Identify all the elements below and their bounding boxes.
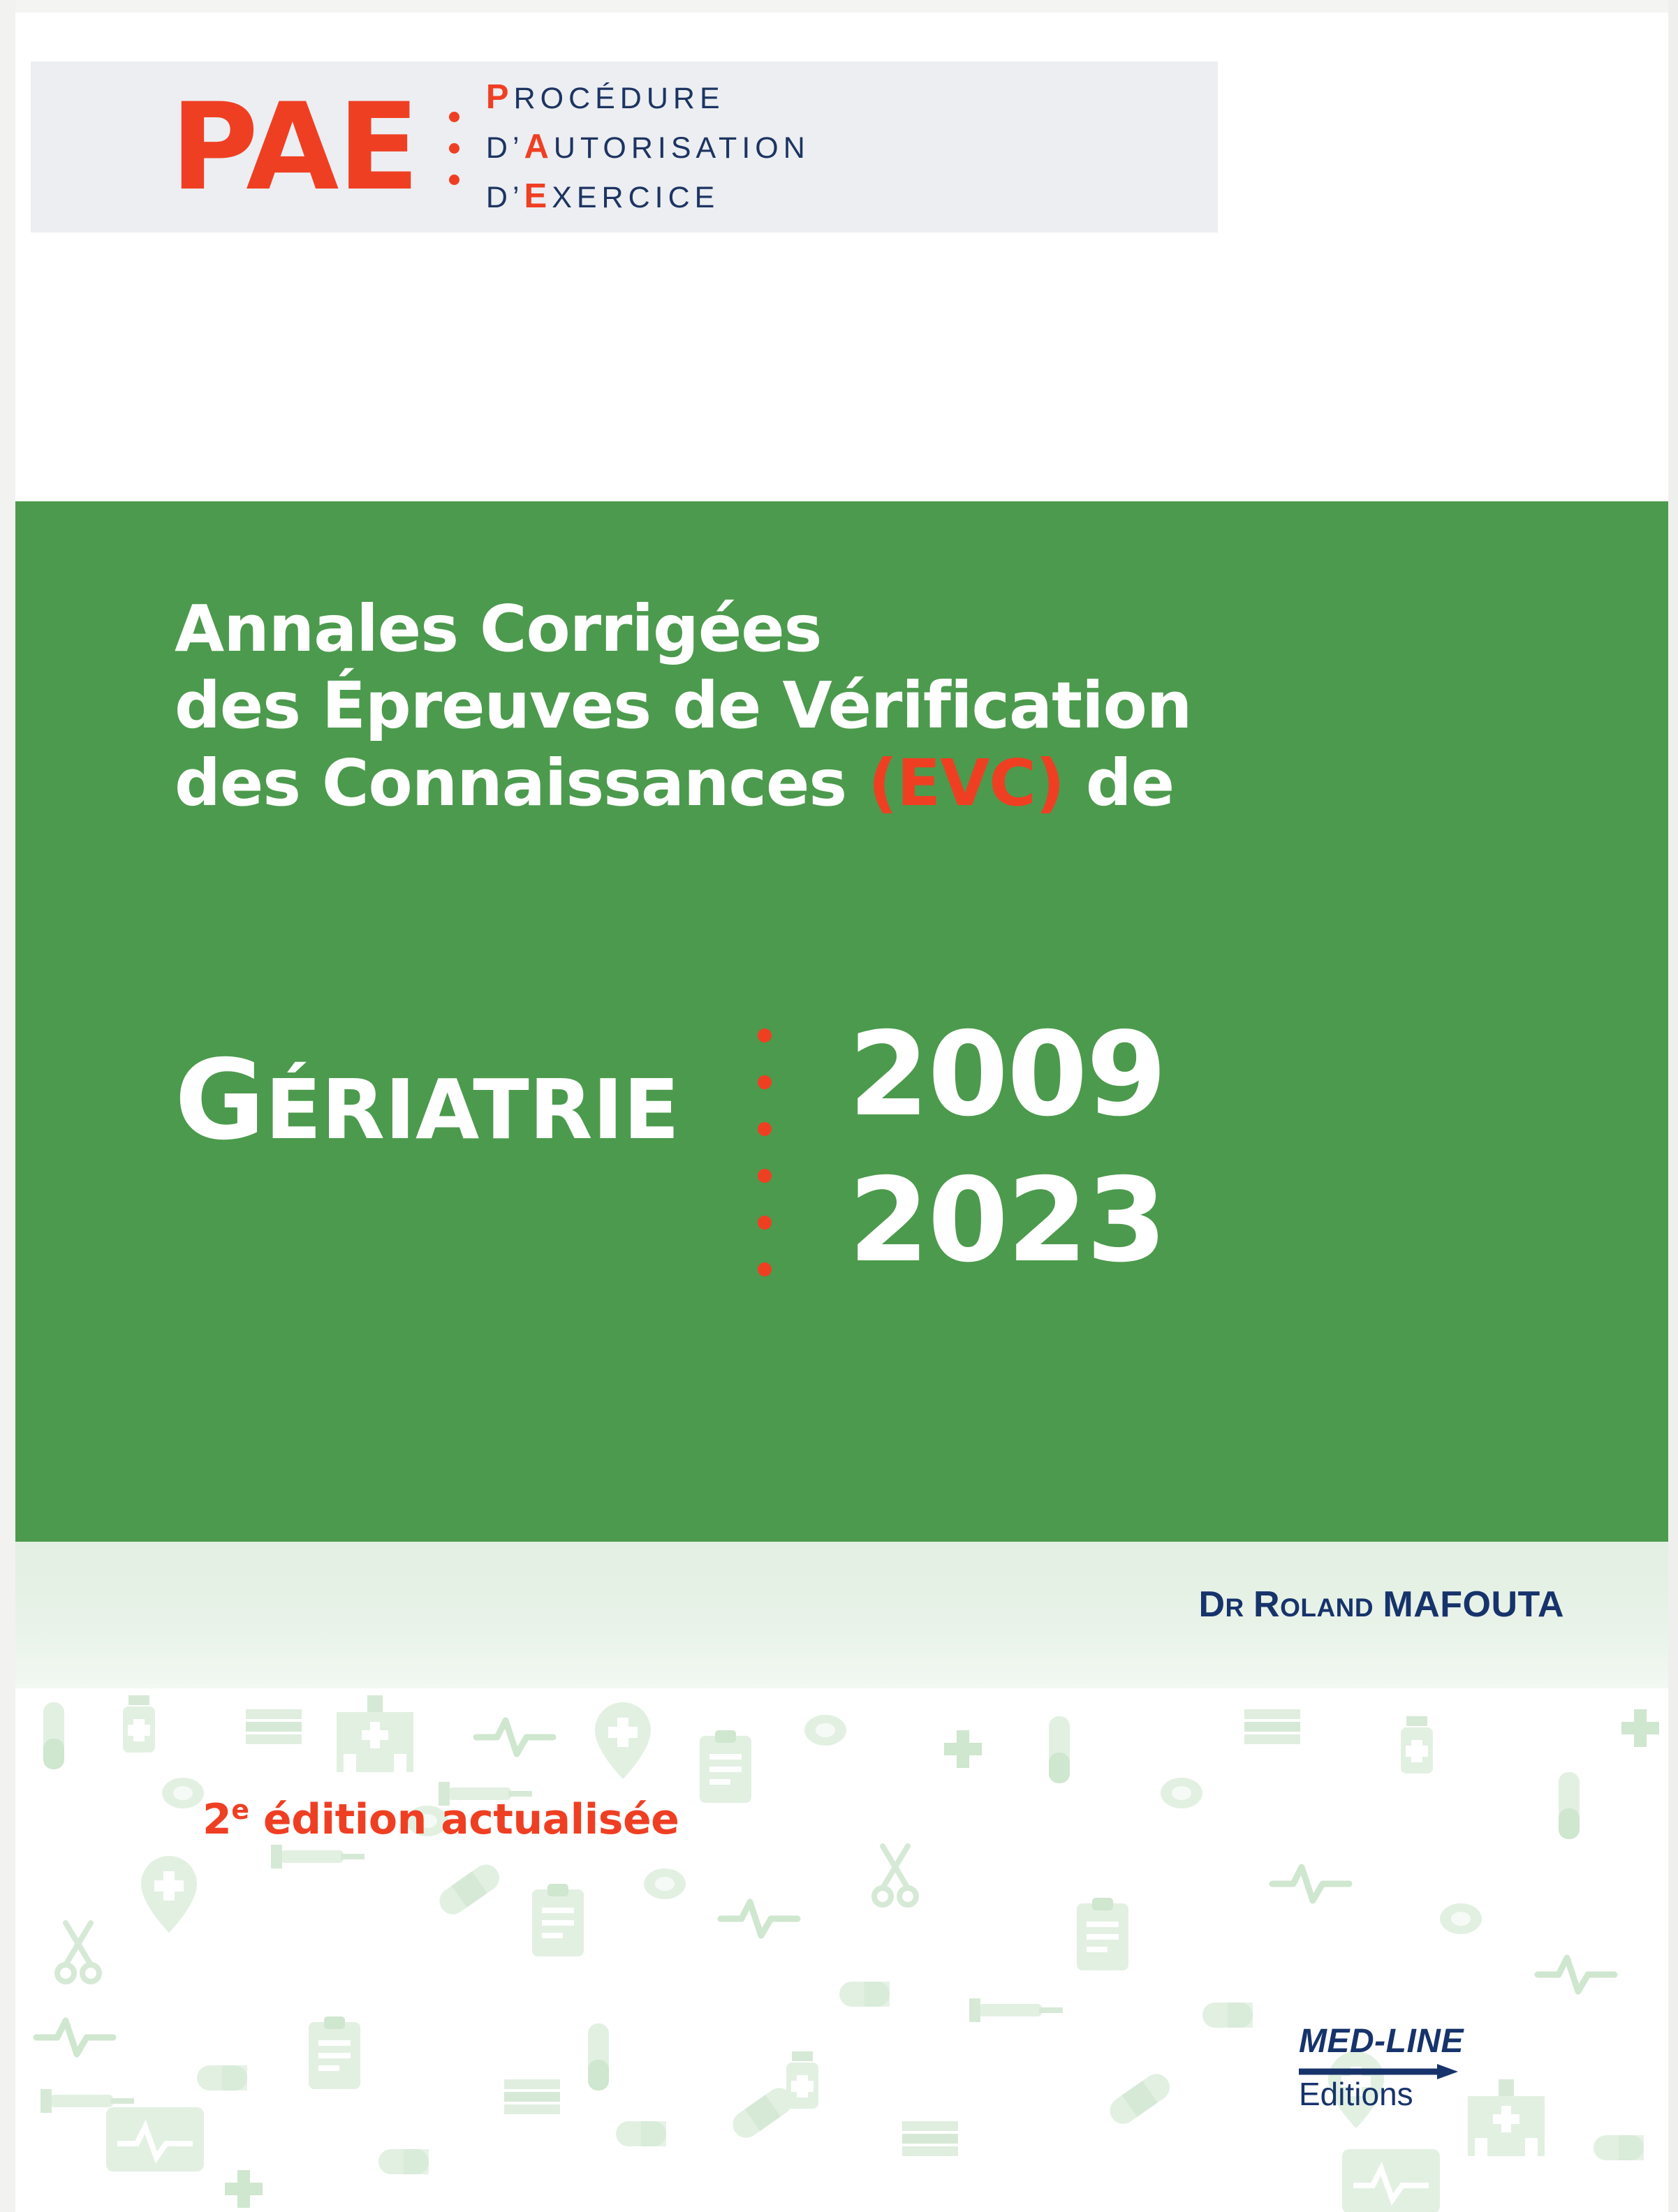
author-title-prefix: D <box>1198 1584 1226 1625</box>
dot-icon <box>449 175 459 185</box>
author-firstname-initial: R <box>1253 1584 1281 1625</box>
dot-separator-column <box>758 1028 772 1276</box>
year-range <box>848 1008 1166 1289</box>
edition-ordinal: e <box>231 1794 249 1825</box>
scan-edge-top <box>0 0 1678 13</box>
dot-icon <box>758 1216 772 1230</box>
pae-line-procedure <box>486 80 810 115</box>
title-line-3-b: de <box>1064 745 1175 820</box>
title-line-3 <box>175 745 1501 822</box>
year-start: 2009 <box>848 1008 1166 1142</box>
pae-line-3-rest: XERCICE <box>552 181 720 214</box>
speciality-initial: G <box>175 1036 265 1165</box>
scan-edge-left <box>0 0 15 2212</box>
pattern-svg <box>15 1688 1668 2212</box>
pae-expansion-lines <box>486 80 810 214</box>
pae-line-3-initial: E <box>524 177 552 215</box>
publisher-name: MED-LINE <box>1299 2023 1464 2060</box>
speciality-name <box>175 1016 680 1165</box>
dot-icon <box>758 1169 772 1183</box>
scan-edge-right <box>1668 0 1678 2212</box>
dot-icon <box>758 1262 772 1276</box>
pae-line-autorisation <box>486 130 810 164</box>
pae-acronym: PAE <box>170 76 418 217</box>
page-title <box>175 591 1501 822</box>
dot-icon <box>758 1075 772 1089</box>
publisher-subtitle: Editions <box>1299 2076 1413 2112</box>
speciality-rest: ÉRIATRIE <box>265 1061 680 1158</box>
pae-line-exercice <box>486 179 810 214</box>
year-end: 2023 <box>848 1153 1166 1289</box>
dot-icon <box>449 112 459 122</box>
title-line-1: Annales Corrigées <box>175 591 822 666</box>
dot-icon <box>758 1028 772 1042</box>
medical-icon-pattern <box>15 1688 1668 2212</box>
pae-line-2-prefix: D’ <box>485 131 524 165</box>
speciality-row <box>175 1008 1606 1289</box>
pae-logo-block <box>31 61 1218 233</box>
title-line-2: des Épreuves de Vérification <box>175 668 1192 744</box>
dot-icon <box>449 143 459 154</box>
pae-line-2-rest: UTORISATION <box>553 131 810 165</box>
author-firstname-rest: OLAND <box>1280 1593 1374 1622</box>
pae-line-3-prefix: D’ <box>485 181 524 214</box>
author-name <box>0 1584 1564 1625</box>
pae-line-2-initial: A <box>524 128 554 165</box>
pae-dot-separator <box>449 112 459 185</box>
edition-label <box>203 1794 679 1844</box>
edition-text: édition actualisée <box>249 1795 679 1844</box>
pae-line-1-initial: P <box>485 78 514 116</box>
title-line-3-a: des Connaissances <box>175 745 869 820</box>
dot-icon <box>758 1122 772 1136</box>
author-title-suffix: R <box>1225 1593 1244 1622</box>
publisher-logo <box>1299 2025 1592 2110</box>
title-evc-abbr: (EVC) <box>868 745 1064 820</box>
edition-number: 2 <box>203 1795 232 1844</box>
pae-line-1-rest: ROCÉDURE <box>513 82 725 115</box>
author-lastname: MAFOUTA <box>1383 1584 1564 1625</box>
